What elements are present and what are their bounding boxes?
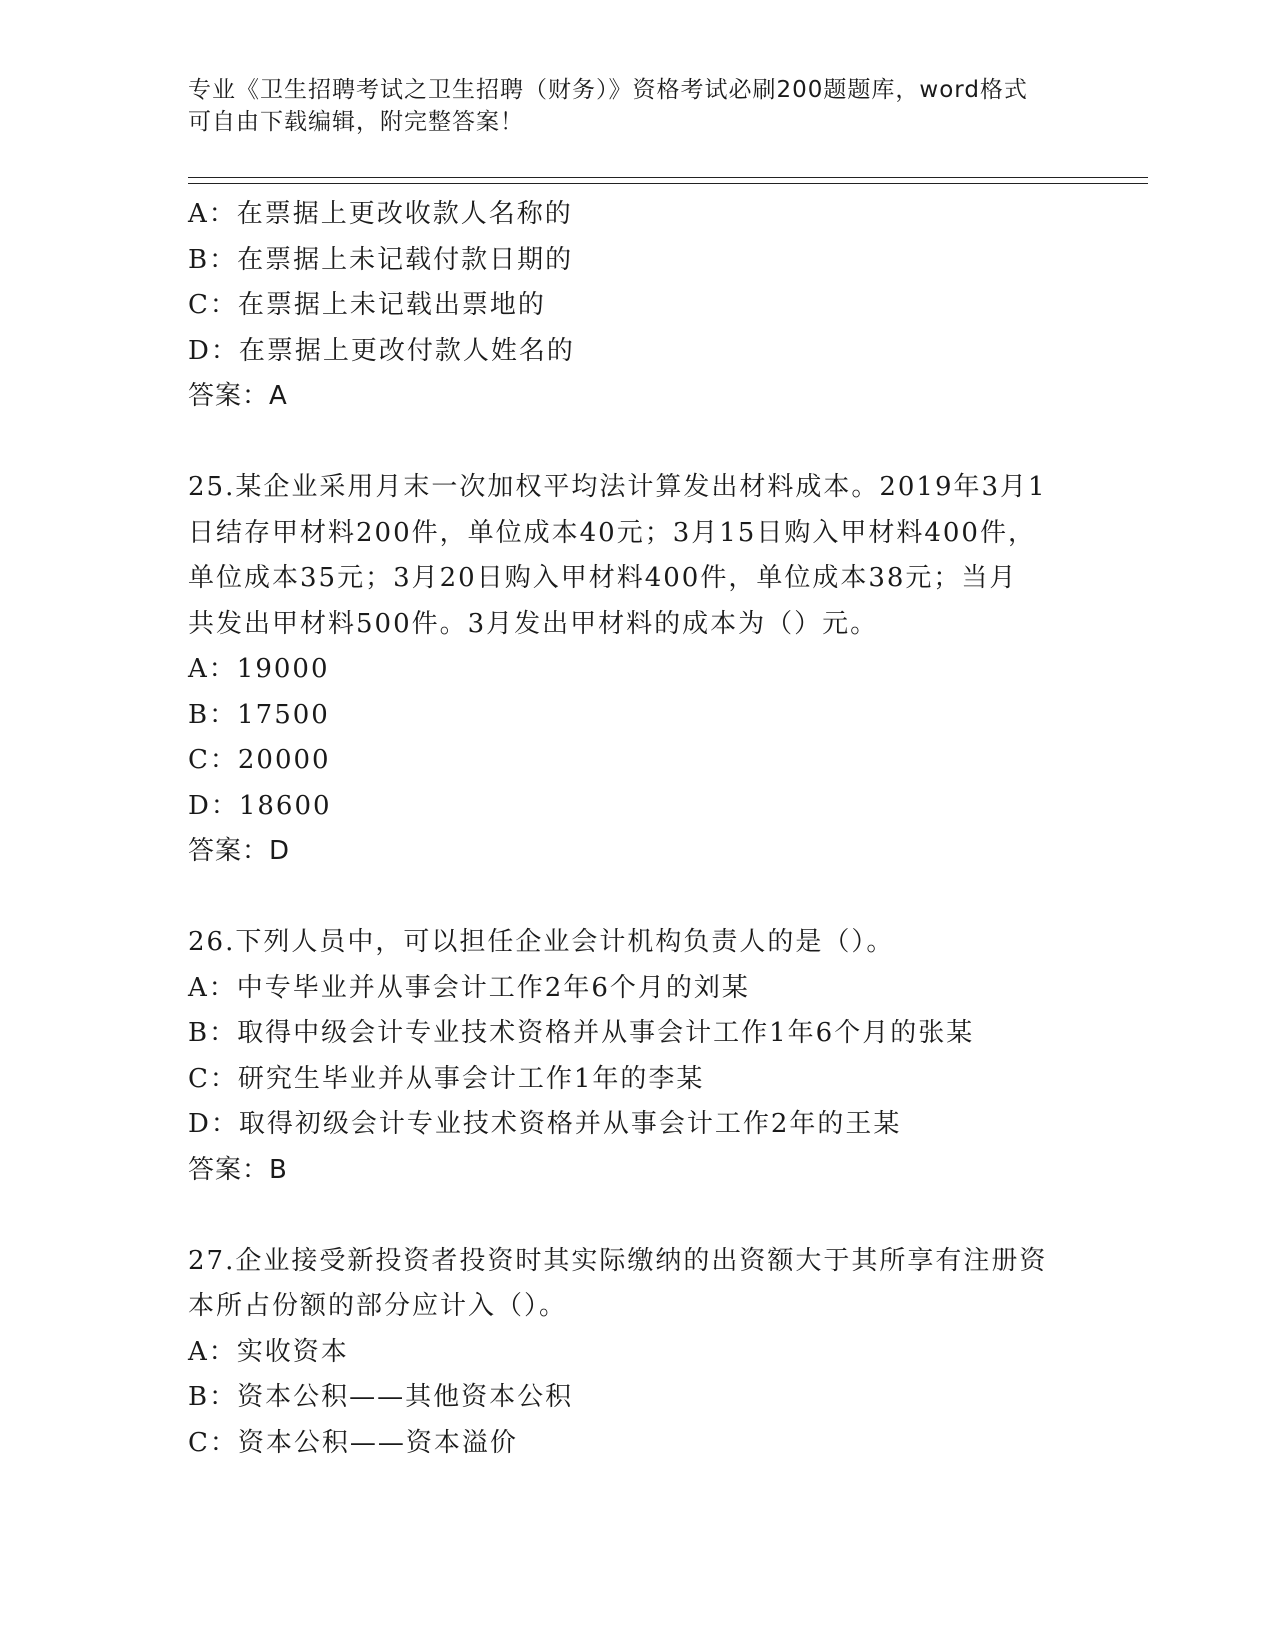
- question-block-27: [188, 1239, 1088, 1467]
- question-stem-line: 27.企业接受新投资者投资时其实际缴纳的出资额大于其所享有注册资: [188, 1245, 1048, 1276]
- option-a: A：实收资本: [188, 1336, 349, 1367]
- header-divider-top: [188, 177, 1148, 178]
- option-d: D：18600: [188, 790, 332, 821]
- question-block-26: [188, 920, 1088, 1193]
- spacer: [188, 875, 1088, 921]
- option-c: C：20000: [188, 745, 331, 775]
- option-a: A：19000: [188, 654, 330, 684]
- header-line-2: 可自由下载编辑，附完整答案！: [188, 109, 524, 135]
- spacer: [188, 1193, 1088, 1239]
- question-block-24: [188, 192, 1088, 420]
- option-a: A：中专毕业并从事会计工作2年6个月的刘某: [188, 972, 750, 1003]
- answer-line: 答案：D: [188, 836, 291, 866]
- answer-line: 答案：B: [188, 1154, 288, 1185]
- question-stem-line: 本所占份额的部分应计入（）。: [188, 1291, 568, 1321]
- document-body: [188, 192, 1088, 1466]
- answer-line: 答案：A: [188, 381, 288, 411]
- header-divider-bottom: [188, 183, 1148, 184]
- header-line-1: 专业《卫生招聘考试之卫生招聘（财务）》资格考试必刷200题题库，word格式: [188, 77, 1028, 103]
- option-c: C：研究生毕业并从事会计工作1年的李某: [188, 1063, 705, 1094]
- question-stem-line: 26.下列人员中，可以担任企业会计机构负责人的是（）。: [188, 927, 895, 957]
- question-stem-line: 单位成本35元；3月20日购入甲材料400件，单位成本38元；当月: [188, 563, 1018, 593]
- spacer: [188, 420, 1088, 466]
- option-b: B：资本公积——其他资本公积: [188, 1382, 574, 1412]
- question-stem-line: 25.某企业采用月末一次加权平均法计算发出材料成本。2019年3月1: [188, 472, 1047, 502]
- option-a: A：在票据上更改收款人名称的: [188, 199, 573, 229]
- option-d: D：取得初级会计专业技术资格并从事会计工作2年的王某: [188, 1109, 902, 1139]
- question-stem-line: 共发出甲材料500件。3月发出甲材料的成本为（）元。: [188, 608, 879, 639]
- question-block-25: [188, 465, 1088, 875]
- option-b: B：在票据上未记载付款日期的: [188, 244, 574, 275]
- document-header: [188, 74, 1088, 138]
- option-d: D：在票据上更改付款人姓名的: [188, 335, 575, 366]
- question-stem-line: 日结存甲材料200件，单位成本40元；3月15日购入甲材料400件，: [188, 517, 1036, 548]
- option-b: B：取得中级会计专业技术资格并从事会计工作1年6个月的张某: [188, 1018, 975, 1048]
- option-b: B：17500: [188, 699, 330, 730]
- option-c: C：资本公积——资本溢价: [188, 1427, 518, 1458]
- option-c: C：在票据上未记载出票地的: [188, 290, 546, 320]
